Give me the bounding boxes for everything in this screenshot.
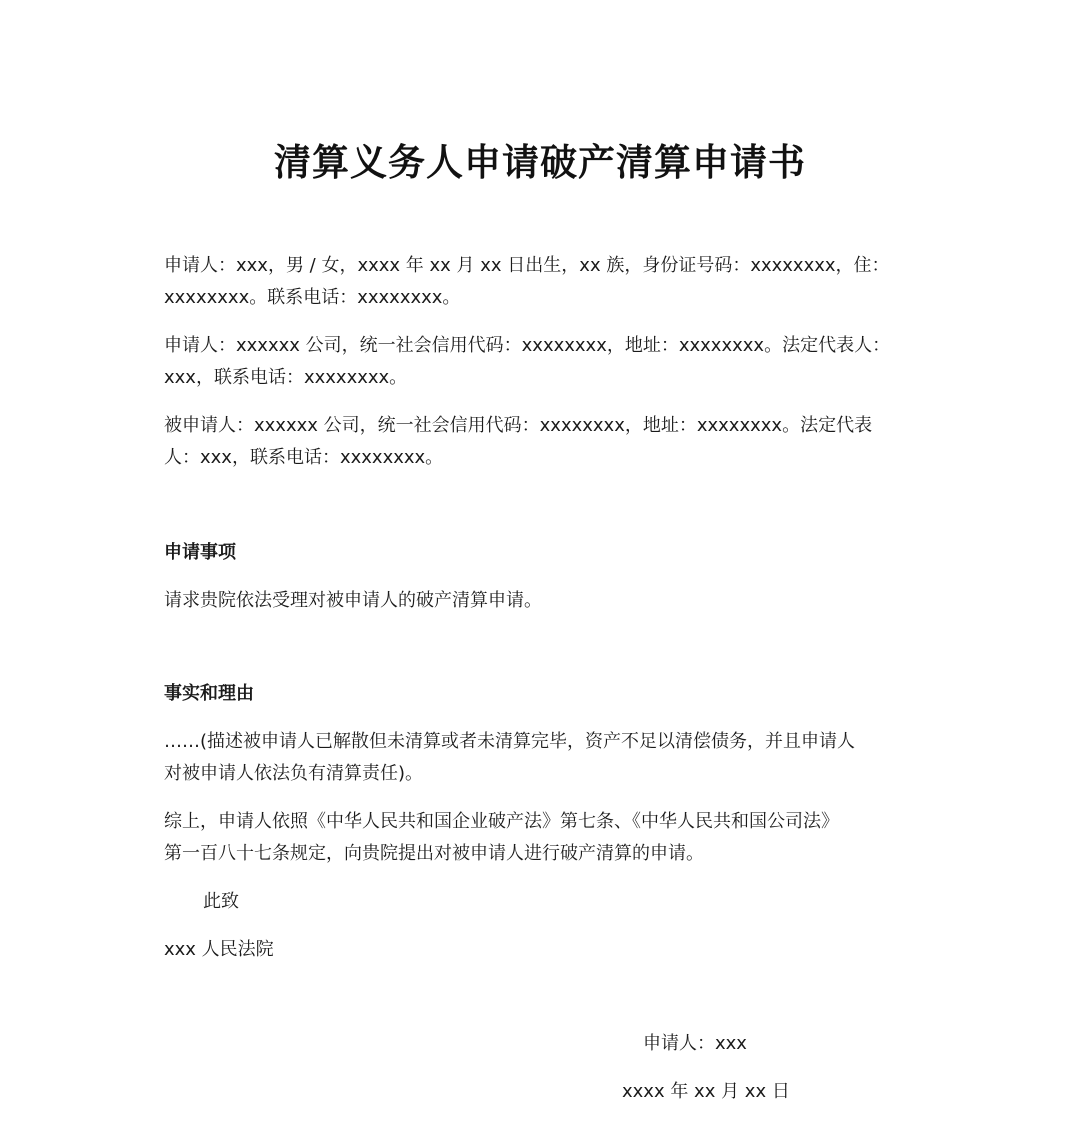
facts-line: 第一百八十七条规定，向贵院提出对被申请人进行破产清算的申请。: [164, 843, 704, 864]
party-line: 申请人：xxxxxx 公司，统一社会信用代码：xxxxxxxx，地址：xxxxxxxx。法定代表人：: [164, 335, 891, 356]
party-line: 人：xxx，联系电话：xxxxxxxx。: [164, 447, 444, 468]
party-respondent-company: [164, 410, 894, 474]
party-applicant-company: [164, 330, 894, 394]
document-title: 清算义务人申请破产清算申请书: [274, 141, 806, 184]
facts-line: 综上，申请人依照《中华人民共和国企业破产法》第七条、《中华人民共和国公司法》: [164, 811, 839, 832]
request-heading: 申请事项: [164, 542, 236, 563]
signature-date: xxxx 年 xx 月 xx 日: [622, 1081, 790, 1102]
facts-line: ……(描述被申请人已解散但未清算或者未清算完毕，资产不足以清偿债务，并且申请人: [164, 731, 856, 752]
facts-paragraph-1: [164, 726, 894, 790]
request-text: 请求贵院依法受理对被申请人的破产清算申请。: [164, 590, 542, 611]
party-line: 被申请人：xxxxxx 公司，统一社会信用代码：xxxxxxxx，地址：xxxxxxxx。法定代表: [164, 415, 873, 436]
applicant-signature: 申请人：xxx: [643, 1033, 747, 1054]
party-applicant-individual: [164, 250, 894, 314]
court-name: xxx 人民法院: [164, 939, 274, 960]
party-line: xxxxxxxx。联系电话：xxxxxxxx。: [164, 287, 461, 308]
party-line: xxx，联系电话：xxxxxxxx。: [164, 367, 408, 388]
facts-heading: 事实和理由: [164, 683, 254, 704]
party-line: 申请人：xxx，男 / 女，xxxx 年 xx 月 xx 日出生，xx 族，身份证号码：xxxxxxxx，住：: [164, 255, 890, 276]
salutation: 此致: [203, 891, 239, 912]
facts-paragraph-2: [164, 806, 894, 870]
facts-line: 对被申请人依法负有清算责任)。: [164, 763, 424, 784]
